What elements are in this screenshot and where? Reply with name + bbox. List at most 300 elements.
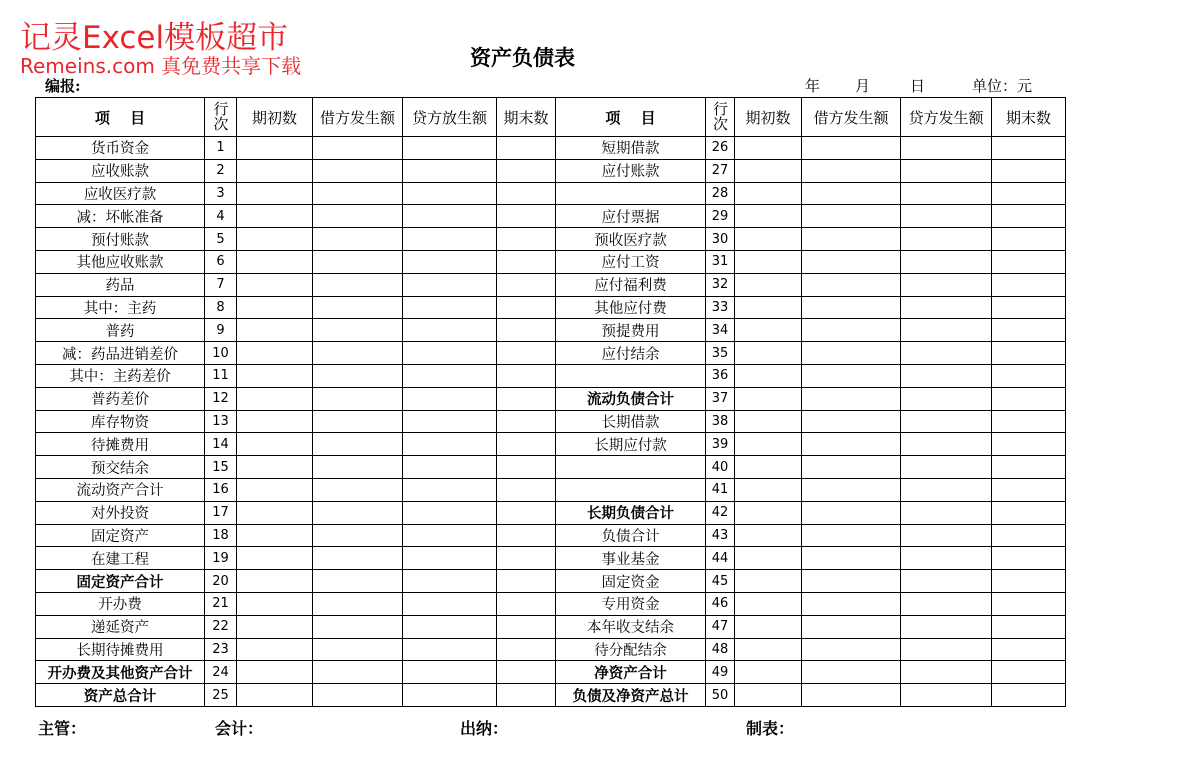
unit-label: 单位：元 xyxy=(972,77,1033,95)
right-debit-cell[interactable] xyxy=(802,501,901,524)
left-credit-cell[interactable] xyxy=(403,250,497,273)
left-begin-cell[interactable] xyxy=(237,547,313,570)
left-end-cell[interactable] xyxy=(497,205,556,228)
left-item-label: 开办费 xyxy=(36,592,205,615)
right-begin-cell[interactable] xyxy=(735,205,802,228)
left-item-label: 普药差价 xyxy=(36,387,205,410)
left-debit-cell[interactable] xyxy=(313,273,403,296)
right-begin-cell[interactable] xyxy=(735,478,802,501)
table-row xyxy=(36,592,1066,615)
right-credit-cell[interactable] xyxy=(901,182,992,205)
left-begin-cell[interactable] xyxy=(237,615,313,638)
right-debit-cell[interactable] xyxy=(802,410,901,433)
right-item-label: 长期借款 xyxy=(556,410,706,433)
table-row xyxy=(36,250,1066,273)
left-debit-cell[interactable] xyxy=(313,342,403,365)
right-row-number: 34 xyxy=(706,319,735,342)
left-debit-cell[interactable] xyxy=(313,684,403,707)
table-row xyxy=(36,364,1066,387)
left-row-number: 9 xyxy=(205,319,237,342)
left-credit-cell[interactable] xyxy=(403,456,497,479)
left-debit-cell[interactable] xyxy=(313,387,403,410)
left-item-label: 长期待摊费用 xyxy=(36,638,205,661)
left-row-number: 20 xyxy=(205,570,237,593)
right-end-cell[interactable] xyxy=(992,319,1066,342)
right-end-cell[interactable] xyxy=(992,478,1066,501)
right-end-cell[interactable] xyxy=(992,547,1066,570)
right-item-label: 本年收支结余 xyxy=(556,615,706,638)
left-credit-cell[interactable] xyxy=(403,524,497,547)
right-debit-cell[interactable] xyxy=(802,592,901,615)
right-item-label: 应付工资 xyxy=(556,250,706,273)
right-end-cell[interactable] xyxy=(992,159,1066,182)
right-row-number: 42 xyxy=(706,501,735,524)
footer-preparer: 制表： xyxy=(746,719,795,738)
left-debit-cell[interactable] xyxy=(313,547,403,570)
left-end-cell[interactable] xyxy=(497,547,556,570)
right-row-number: 50 xyxy=(706,684,735,707)
left-end-cell[interactable] xyxy=(497,524,556,547)
right-begin-cell[interactable] xyxy=(735,342,802,365)
left-item-label: 货币资金 xyxy=(36,137,205,160)
left-begin-cell[interactable] xyxy=(237,592,313,615)
right-row-number: 45 xyxy=(706,570,735,593)
left-credit-cell[interactable] xyxy=(403,592,497,615)
right-debit-cell[interactable] xyxy=(802,433,901,456)
right-credit-cell[interactable] xyxy=(901,592,992,615)
right-credit-cell[interactable] xyxy=(901,501,992,524)
left-debit-cell[interactable] xyxy=(313,478,403,501)
header-credit-right: 贷方发生额 xyxy=(901,98,992,137)
left-row-number: 2 xyxy=(205,159,237,182)
right-credit-cell[interactable] xyxy=(901,342,992,365)
right-credit-cell[interactable] xyxy=(901,228,992,251)
left-credit-cell[interactable] xyxy=(403,319,497,342)
right-item-label: 应付福利费 xyxy=(556,273,706,296)
left-item-label: 应收医疗款 xyxy=(36,182,205,205)
right-credit-cell[interactable] xyxy=(901,638,992,661)
table-row xyxy=(36,273,1066,296)
left-row-number: 11 xyxy=(205,364,237,387)
left-debit-cell[interactable] xyxy=(313,615,403,638)
left-row-number: 16 xyxy=(205,478,237,501)
left-credit-cell[interactable] xyxy=(403,661,497,684)
left-row-number: 13 xyxy=(205,410,237,433)
watermark-title: 记灵Excel模板超市 xyxy=(20,20,289,56)
left-end-cell[interactable] xyxy=(497,250,556,273)
left-row-number: 4 xyxy=(205,205,237,228)
left-begin-cell[interactable] xyxy=(237,182,313,205)
left-debit-cell[interactable] xyxy=(313,501,403,524)
page-title: 资产负债表 xyxy=(470,45,575,70)
left-row-number: 8 xyxy=(205,296,237,319)
right-end-cell[interactable] xyxy=(992,273,1066,296)
right-begin-cell[interactable] xyxy=(735,228,802,251)
left-debit-cell[interactable] xyxy=(313,524,403,547)
right-credit-cell[interactable] xyxy=(901,615,992,638)
header-item-right: 项 目 xyxy=(556,98,706,137)
left-debit-cell[interactable] xyxy=(313,250,403,273)
left-credit-cell[interactable] xyxy=(403,433,497,456)
left-item-label: 其他应收账款 xyxy=(36,250,205,273)
right-begin-cell[interactable] xyxy=(735,501,802,524)
right-debit-cell[interactable] xyxy=(802,250,901,273)
table-row xyxy=(36,684,1066,707)
right-credit-cell[interactable] xyxy=(901,159,992,182)
left-credit-cell[interactable] xyxy=(403,137,497,160)
table-row xyxy=(36,456,1066,479)
left-row-number: 10 xyxy=(205,342,237,365)
left-credit-cell[interactable] xyxy=(403,501,497,524)
left-end-cell[interactable] xyxy=(497,478,556,501)
left-credit-cell[interactable] xyxy=(403,364,497,387)
right-end-cell[interactable] xyxy=(992,228,1066,251)
right-begin-cell[interactable] xyxy=(735,638,802,661)
right-item-label: 预提费用 xyxy=(556,319,706,342)
right-end-cell[interactable] xyxy=(992,684,1066,707)
right-credit-cell[interactable] xyxy=(901,433,992,456)
right-end-cell[interactable] xyxy=(992,638,1066,661)
left-debit-cell[interactable] xyxy=(313,296,403,319)
left-end-cell[interactable] xyxy=(497,456,556,479)
left-credit-cell[interactable] xyxy=(403,410,497,433)
right-debit-cell[interactable] xyxy=(802,547,901,570)
left-begin-cell[interactable] xyxy=(237,570,313,593)
left-row-number: 21 xyxy=(205,592,237,615)
left-begin-cell[interactable] xyxy=(237,638,313,661)
left-end-cell[interactable] xyxy=(497,615,556,638)
right-row-number: 49 xyxy=(706,661,735,684)
left-begin-cell[interactable] xyxy=(237,273,313,296)
left-credit-cell[interactable] xyxy=(403,296,497,319)
right-end-cell[interactable] xyxy=(992,592,1066,615)
header-credit: 贷方放生额 xyxy=(403,98,497,137)
right-debit-cell[interactable] xyxy=(802,524,901,547)
right-end-cell[interactable] xyxy=(992,296,1066,319)
left-end-cell[interactable] xyxy=(497,273,556,296)
right-row-number: 31 xyxy=(706,250,735,273)
left-begin-cell[interactable] xyxy=(237,433,313,456)
right-end-cell[interactable] xyxy=(992,661,1066,684)
right-item-label: 其他应付费 xyxy=(556,296,706,319)
left-end-cell[interactable] xyxy=(497,684,556,707)
table-row xyxy=(36,570,1066,593)
right-item-label: 流动负债合计 xyxy=(556,387,706,410)
left-begin-cell[interactable] xyxy=(237,296,313,319)
left-debit-cell[interactable] xyxy=(313,228,403,251)
left-begin-cell[interactable] xyxy=(237,661,313,684)
left-item-label: 待摊费用 xyxy=(36,433,205,456)
right-debit-cell[interactable] xyxy=(802,342,901,365)
left-end-cell[interactable] xyxy=(497,592,556,615)
left-credit-cell[interactable] xyxy=(403,182,497,205)
left-debit-cell[interactable] xyxy=(313,159,403,182)
left-end-cell[interactable] xyxy=(497,159,556,182)
left-credit-cell[interactable] xyxy=(403,547,497,570)
right-begin-cell[interactable] xyxy=(735,159,802,182)
right-item-label: 应付结余 xyxy=(556,342,706,365)
right-row-number: 36 xyxy=(706,364,735,387)
left-begin-cell[interactable] xyxy=(237,205,313,228)
left-row-number: 6 xyxy=(205,250,237,273)
right-row-number: 47 xyxy=(706,615,735,638)
right-end-cell[interactable] xyxy=(992,387,1066,410)
right-item-label: 短期借款 xyxy=(556,137,706,160)
right-begin-cell[interactable] xyxy=(735,364,802,387)
right-debit-cell[interactable] xyxy=(802,615,901,638)
header-debit: 借方发生额 xyxy=(313,98,403,137)
left-item-label: 库存物资 xyxy=(36,410,205,433)
right-begin-cell[interactable] xyxy=(735,273,802,296)
left-end-cell[interactable] xyxy=(497,433,556,456)
left-row-number: 25 xyxy=(205,684,237,707)
right-row-number: 40 xyxy=(706,456,735,479)
table-row xyxy=(36,387,1066,410)
right-debit-cell[interactable] xyxy=(802,570,901,593)
left-item-label: 普药 xyxy=(36,319,205,342)
right-end-cell[interactable] xyxy=(992,410,1066,433)
right-item-label: 净资产合计 xyxy=(556,661,706,684)
right-end-cell[interactable] xyxy=(992,205,1066,228)
left-end-cell[interactable] xyxy=(497,319,556,342)
left-item-label: 减：药品进销差价 xyxy=(36,342,205,365)
right-credit-cell[interactable] xyxy=(901,273,992,296)
right-credit-cell[interactable] xyxy=(901,205,992,228)
left-debit-cell[interactable] xyxy=(313,319,403,342)
left-debit-cell[interactable] xyxy=(313,137,403,160)
left-credit-cell[interactable] xyxy=(403,478,497,501)
right-credit-cell[interactable] xyxy=(901,478,992,501)
right-begin-cell[interactable] xyxy=(735,615,802,638)
right-begin-cell[interactable] xyxy=(735,684,802,707)
right-begin-cell[interactable] xyxy=(735,547,802,570)
left-item-label: 固定资产 xyxy=(36,524,205,547)
left-end-cell[interactable] xyxy=(497,410,556,433)
right-end-cell[interactable] xyxy=(992,501,1066,524)
left-item-label: 固定资产合计 xyxy=(36,570,205,593)
right-credit-cell[interactable] xyxy=(901,296,992,319)
left-end-cell[interactable] xyxy=(497,364,556,387)
right-debit-cell[interactable] xyxy=(802,273,901,296)
right-credit-cell[interactable] xyxy=(901,319,992,342)
left-end-cell[interactable] xyxy=(497,182,556,205)
left-row-number: 19 xyxy=(205,547,237,570)
left-debit-cell[interactable] xyxy=(313,638,403,661)
left-row-number: 12 xyxy=(205,387,237,410)
right-item-label xyxy=(556,478,706,501)
right-begin-cell[interactable] xyxy=(735,524,802,547)
left-begin-cell[interactable] xyxy=(237,137,313,160)
right-begin-cell[interactable] xyxy=(735,570,802,593)
right-credit-cell[interactable] xyxy=(901,410,992,433)
right-begin-cell[interactable] xyxy=(735,137,802,160)
left-begin-cell[interactable] xyxy=(237,501,313,524)
right-row-number: 37 xyxy=(706,387,735,410)
left-credit-cell[interactable] xyxy=(403,570,497,593)
right-end-cell[interactable] xyxy=(992,182,1066,205)
left-debit-cell[interactable] xyxy=(313,570,403,593)
left-item-label: 流动资产合计 xyxy=(36,478,205,501)
right-debit-cell[interactable] xyxy=(802,159,901,182)
day-label: 日 xyxy=(910,77,926,95)
right-credit-cell[interactable] xyxy=(901,661,992,684)
left-end-cell[interactable] xyxy=(497,661,556,684)
right-debit-cell[interactable] xyxy=(802,456,901,479)
watermark-subtitle: Remeins.com 真免费共享下载 xyxy=(20,54,302,78)
left-item-label: 减：坏帐准备 xyxy=(36,205,205,228)
table-row xyxy=(36,524,1066,547)
right-item-label: 负债合计 xyxy=(556,524,706,547)
right-begin-cell[interactable] xyxy=(735,433,802,456)
left-debit-cell[interactable] xyxy=(313,433,403,456)
right-end-cell[interactable] xyxy=(992,342,1066,365)
table-row xyxy=(36,319,1066,342)
left-credit-cell[interactable] xyxy=(403,205,497,228)
left-end-cell[interactable] xyxy=(497,342,556,365)
right-end-cell[interactable] xyxy=(992,456,1066,479)
right-end-cell[interactable] xyxy=(992,433,1066,456)
right-item-label: 长期负债合计 xyxy=(556,501,706,524)
right-begin-cell[interactable] xyxy=(735,592,802,615)
left-debit-cell[interactable] xyxy=(313,661,403,684)
right-begin-cell[interactable] xyxy=(735,661,802,684)
right-item-label xyxy=(556,364,706,387)
left-debit-cell[interactable] xyxy=(313,182,403,205)
left-begin-cell[interactable] xyxy=(237,524,313,547)
table-row xyxy=(36,478,1066,501)
left-debit-cell[interactable] xyxy=(313,364,403,387)
right-credit-cell[interactable] xyxy=(901,250,992,273)
right-begin-cell[interactable] xyxy=(735,296,802,319)
footer-cashier: 出纳： xyxy=(460,719,509,738)
right-debit-cell[interactable] xyxy=(802,478,901,501)
right-begin-cell[interactable] xyxy=(735,456,802,479)
left-credit-cell[interactable] xyxy=(403,615,497,638)
right-end-cell[interactable] xyxy=(992,137,1066,160)
right-debit-cell[interactable] xyxy=(802,205,901,228)
right-debit-cell[interactable] xyxy=(802,364,901,387)
right-end-cell[interactable] xyxy=(992,524,1066,547)
right-debit-cell[interactable] xyxy=(802,661,901,684)
left-item-label: 预付账款 xyxy=(36,228,205,251)
right-item-label: 预收医疗款 xyxy=(556,228,706,251)
left-credit-cell[interactable] xyxy=(403,684,497,707)
right-begin-cell[interactable] xyxy=(735,410,802,433)
balance-sheet-table xyxy=(35,97,1066,707)
right-end-cell[interactable] xyxy=(992,250,1066,273)
right-credit-cell[interactable] xyxy=(901,547,992,570)
right-end-cell[interactable] xyxy=(992,615,1066,638)
right-credit-cell[interactable] xyxy=(901,524,992,547)
left-credit-cell[interactable] xyxy=(403,342,497,365)
right-begin-cell[interactable] xyxy=(735,250,802,273)
left-end-cell[interactable] xyxy=(497,228,556,251)
left-debit-cell[interactable] xyxy=(313,456,403,479)
right-debit-cell[interactable] xyxy=(802,296,901,319)
left-credit-cell[interactable] xyxy=(403,273,497,296)
right-debit-cell[interactable] xyxy=(802,137,901,160)
left-item-label: 其中：主药 xyxy=(36,296,205,319)
left-credit-cell[interactable] xyxy=(403,159,497,182)
right-item-label: 长期应付款 xyxy=(556,433,706,456)
right-begin-cell[interactable] xyxy=(735,182,802,205)
right-debit-cell[interactable] xyxy=(802,387,901,410)
right-row-number: 44 xyxy=(706,547,735,570)
left-begin-cell[interactable] xyxy=(237,684,313,707)
left-end-cell[interactable] xyxy=(497,570,556,593)
left-begin-cell[interactable] xyxy=(237,478,313,501)
left-begin-cell[interactable] xyxy=(237,410,313,433)
left-end-cell[interactable] xyxy=(497,501,556,524)
left-begin-cell[interactable] xyxy=(237,342,313,365)
month-label: 月 xyxy=(855,77,871,95)
left-begin-cell[interactable] xyxy=(237,364,313,387)
left-row-number: 7 xyxy=(205,273,237,296)
footer-accountant: 会计： xyxy=(215,719,264,738)
right-row-number: 41 xyxy=(706,478,735,501)
right-debit-cell[interactable] xyxy=(802,182,901,205)
year-label: 年 xyxy=(805,77,821,95)
left-debit-cell[interactable] xyxy=(313,410,403,433)
right-item-label: 专用资金 xyxy=(556,592,706,615)
left-begin-cell[interactable] xyxy=(237,456,313,479)
left-item-label: 对外投资 xyxy=(36,501,205,524)
right-credit-cell[interactable] xyxy=(901,570,992,593)
right-credit-cell[interactable] xyxy=(901,684,992,707)
right-credit-cell[interactable] xyxy=(901,456,992,479)
left-begin-cell[interactable] xyxy=(237,228,313,251)
right-end-cell[interactable] xyxy=(992,364,1066,387)
right-row-number: 43 xyxy=(706,524,735,547)
left-credit-cell[interactable] xyxy=(403,387,497,410)
left-end-cell[interactable] xyxy=(497,638,556,661)
right-row-number: 48 xyxy=(706,638,735,661)
footer-supervisor: 主管： xyxy=(38,719,87,738)
left-begin-cell[interactable] xyxy=(237,250,313,273)
right-item-label: 固定资金 xyxy=(556,570,706,593)
header-begin: 期初数 xyxy=(237,98,313,137)
table-row xyxy=(36,638,1066,661)
table-row xyxy=(36,661,1066,684)
right-row-number: 35 xyxy=(706,342,735,365)
left-end-cell[interactable] xyxy=(497,387,556,410)
left-credit-cell[interactable] xyxy=(403,228,497,251)
right-debit-cell[interactable] xyxy=(802,684,901,707)
left-item-label: 其中：主药差价 xyxy=(36,364,205,387)
left-begin-cell[interactable] xyxy=(237,159,313,182)
left-credit-cell[interactable] xyxy=(403,638,497,661)
right-begin-cell[interactable] xyxy=(735,319,802,342)
right-debit-cell[interactable] xyxy=(802,228,901,251)
left-end-cell[interactable] xyxy=(497,137,556,160)
right-credit-cell[interactable] xyxy=(901,387,992,410)
right-credit-cell[interactable] xyxy=(901,137,992,160)
right-debit-cell[interactable] xyxy=(802,638,901,661)
left-begin-cell[interactable] xyxy=(237,387,313,410)
right-item-label: 应付账款 xyxy=(556,159,706,182)
right-credit-cell[interactable] xyxy=(901,364,992,387)
table-row xyxy=(36,547,1066,570)
header-end-right: 期末数 xyxy=(992,98,1066,137)
left-end-cell[interactable] xyxy=(497,296,556,319)
right-end-cell[interactable] xyxy=(992,570,1066,593)
left-begin-cell[interactable] xyxy=(237,319,313,342)
right-row-number: 27 xyxy=(706,159,735,182)
left-debit-cell[interactable] xyxy=(313,205,403,228)
right-begin-cell[interactable] xyxy=(735,387,802,410)
left-debit-cell[interactable] xyxy=(313,592,403,615)
right-debit-cell[interactable] xyxy=(802,319,901,342)
